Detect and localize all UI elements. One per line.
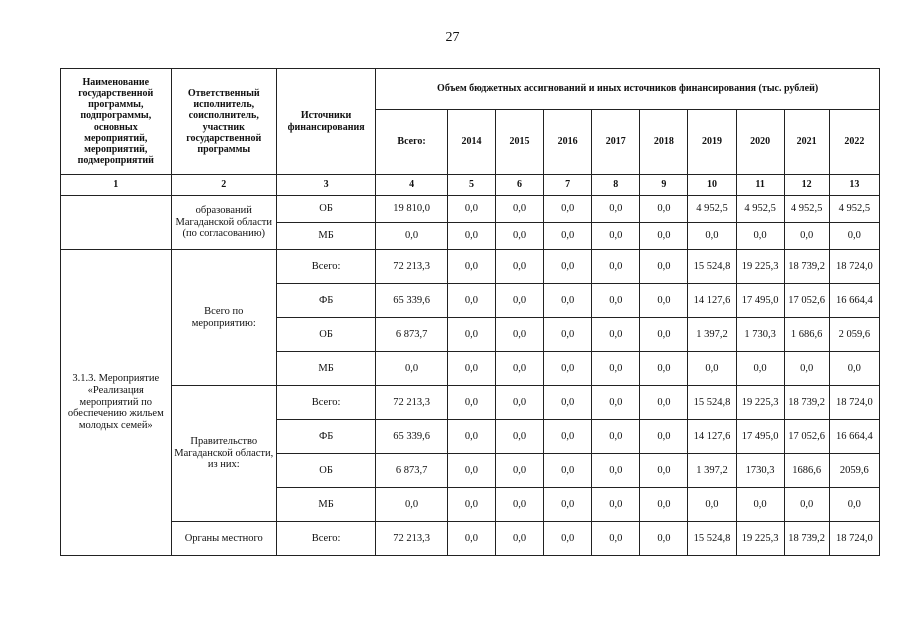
- value-cell: 0,0: [447, 386, 495, 420]
- value-cell: 19 225,3: [736, 250, 784, 284]
- budget-table: [60, 68, 880, 556]
- header-year: 2020: [736, 110, 784, 175]
- value-cell: 0,0: [447, 420, 495, 454]
- source-cell: Всего:: [276, 522, 375, 556]
- value-cell: 0,0: [640, 488, 688, 522]
- value-cell: 0,0: [447, 522, 495, 556]
- column-number: 12: [784, 175, 829, 196]
- value-cell: 0,0: [640, 386, 688, 420]
- value-cell: 18 724,0: [829, 522, 879, 556]
- value-cell: 15 524,8: [688, 522, 736, 556]
- value-cell: 0,0: [829, 352, 879, 386]
- value-cell: 0,0: [544, 223, 592, 250]
- header-year: 2015: [496, 110, 544, 175]
- header-volume: Объем бюджетных ассигнований и иных источников финансирования (тыс. рублей): [376, 69, 880, 110]
- value-cell: 18 739,2: [784, 386, 829, 420]
- value-cell: 0,0: [640, 284, 688, 318]
- value-cell: 0,0: [736, 488, 784, 522]
- value-cell: 0,0: [544, 284, 592, 318]
- column-number: 4: [376, 175, 448, 196]
- value-cell: 0,0: [376, 223, 448, 250]
- name-cell-empty: [61, 196, 172, 250]
- value-cell: 0,0: [640, 223, 688, 250]
- header-year: 2016: [544, 110, 592, 175]
- value-cell: 65 339,6: [376, 284, 448, 318]
- executor-cell: Всего по мероприятию:: [171, 250, 276, 386]
- executor-cell: Органы местного: [171, 522, 276, 556]
- value-cell: 16 664,4: [829, 284, 879, 318]
- value-cell: 17 495,0: [736, 420, 784, 454]
- value-cell: 0,0: [592, 454, 640, 488]
- value-cell: 72 213,3: [376, 250, 448, 284]
- column-number: 2: [171, 175, 276, 196]
- value-cell: 4 952,5: [688, 196, 736, 223]
- value-cell: 0,0: [544, 488, 592, 522]
- value-cell: 0,0: [688, 223, 736, 250]
- value-cell: 0,0: [688, 488, 736, 522]
- source-cell: Всего:: [276, 386, 375, 420]
- value-cell: 0,0: [447, 488, 495, 522]
- table-row: [61, 386, 880, 420]
- value-cell: 2 059,6: [829, 318, 879, 352]
- executor-cell: Правительство Магаданской области, из них:: [171, 386, 276, 522]
- value-cell: 0,0: [784, 352, 829, 386]
- value-cell: 0,0: [376, 488, 448, 522]
- header-sources: Источники финансирования: [276, 69, 375, 175]
- header-executor: Ответственный исполнитель, соисполнитель, участник государственной программы: [171, 69, 276, 175]
- value-cell: 18 739,2: [784, 522, 829, 556]
- header-year: 2018: [640, 110, 688, 175]
- value-cell: 0,0: [640, 250, 688, 284]
- header-year: 2021: [784, 110, 829, 175]
- source-cell: МБ: [276, 223, 375, 250]
- value-cell: 4 952,5: [829, 196, 879, 223]
- value-cell: 0,0: [592, 223, 640, 250]
- header-name: Наименование государственной программы, подпрограммы, основных мероприятий, мероприятий, подмероприятий: [61, 69, 172, 175]
- value-cell: 17 052,6: [784, 284, 829, 318]
- value-cell: 0,0: [544, 522, 592, 556]
- value-cell: 0,0: [736, 223, 784, 250]
- value-cell: 0,0: [376, 352, 448, 386]
- value-cell: 0,0: [640, 522, 688, 556]
- value-cell: 15 524,8: [688, 386, 736, 420]
- value-cell: 0,0: [640, 352, 688, 386]
- column-number: 6: [496, 175, 544, 196]
- measure-name-cell: 3.1.3. Мероприятие «Реализация мероприятий по обеспечению жильем молодых семей»: [61, 250, 172, 556]
- value-cell: 4 952,5: [784, 196, 829, 223]
- value-cell: 0,0: [829, 223, 879, 250]
- column-number: 9: [640, 175, 688, 196]
- value-cell: 18 739,2: [784, 250, 829, 284]
- column-number: 7: [544, 175, 592, 196]
- value-cell: 19 810,0: [376, 196, 448, 223]
- value-cell: 0,0: [592, 196, 640, 223]
- value-cell: 0,0: [544, 318, 592, 352]
- table-row: [61, 196, 880, 223]
- value-cell: 72 213,3: [376, 386, 448, 420]
- value-cell: 0,0: [496, 250, 544, 284]
- value-cell: 0,0: [447, 318, 495, 352]
- value-cell: 0,0: [544, 386, 592, 420]
- value-cell: 0,0: [592, 284, 640, 318]
- value-cell: 1 686,6: [784, 318, 829, 352]
- value-cell: 0,0: [688, 352, 736, 386]
- value-cell: 0,0: [640, 454, 688, 488]
- value-cell: 6 873,7: [376, 454, 448, 488]
- value-cell: 0,0: [544, 352, 592, 386]
- value-cell: 1730,3: [736, 454, 784, 488]
- header-total: Всего:: [376, 110, 448, 175]
- value-cell: 0,0: [496, 420, 544, 454]
- value-cell: 0,0: [496, 223, 544, 250]
- value-cell: 16 664,4: [829, 420, 879, 454]
- value-cell: 0,0: [496, 522, 544, 556]
- source-cell: Всего:: [276, 250, 375, 284]
- page-number: 27: [445, 30, 460, 45]
- value-cell: 0,0: [544, 454, 592, 488]
- value-cell: 4 952,5: [736, 196, 784, 223]
- source-cell: ФБ: [276, 420, 375, 454]
- value-cell: 0,0: [592, 386, 640, 420]
- executor-cell: образований Магаданской области (по согласованию): [171, 196, 276, 250]
- header-year: 2014: [447, 110, 495, 175]
- header-year: 2019: [688, 110, 736, 175]
- value-cell: 0,0: [829, 488, 879, 522]
- value-cell: 0,0: [447, 284, 495, 318]
- value-cell: 0,0: [640, 318, 688, 352]
- value-cell: 65 339,6: [376, 420, 448, 454]
- value-cell: 1 730,3: [736, 318, 784, 352]
- value-cell: 17 052,6: [784, 420, 829, 454]
- value-cell: 0,0: [447, 454, 495, 488]
- value-cell: 18 724,0: [829, 386, 879, 420]
- value-cell: 1686,6: [784, 454, 829, 488]
- column-number: 1: [61, 175, 172, 196]
- value-cell: 0,0: [736, 352, 784, 386]
- value-cell: 15 524,8: [688, 250, 736, 284]
- value-cell: 0,0: [544, 196, 592, 223]
- value-cell: 0,0: [447, 196, 495, 223]
- value-cell: 1 397,2: [688, 318, 736, 352]
- value-cell: 0,0: [544, 250, 592, 284]
- column-number: 5: [447, 175, 495, 196]
- value-cell: 0,0: [447, 250, 495, 284]
- column-number: 13: [829, 175, 879, 196]
- value-cell: 18 724,0: [829, 250, 879, 284]
- header-year: 2022: [829, 110, 879, 175]
- value-cell: 0,0: [496, 284, 544, 318]
- column-number: 8: [592, 175, 640, 196]
- value-cell: 17 495,0: [736, 284, 784, 318]
- value-cell: 19 225,3: [736, 386, 784, 420]
- value-cell: 0,0: [592, 352, 640, 386]
- value-cell: 0,0: [447, 352, 495, 386]
- value-cell: 0,0: [640, 196, 688, 223]
- value-cell: 0,0: [592, 522, 640, 556]
- value-cell: 0,0: [496, 196, 544, 223]
- value-cell: 0,0: [592, 250, 640, 284]
- value-cell: 0,0: [496, 454, 544, 488]
- value-cell: 0,0: [496, 488, 544, 522]
- value-cell: 0,0: [592, 318, 640, 352]
- column-number: 11: [736, 175, 784, 196]
- value-cell: 6 873,7: [376, 318, 448, 352]
- value-cell: 72 213,3: [376, 522, 448, 556]
- source-cell: ОБ: [276, 454, 375, 488]
- column-number: 3: [276, 175, 375, 196]
- value-cell: 0,0: [784, 488, 829, 522]
- value-cell: 0,0: [496, 386, 544, 420]
- value-cell: 0,0: [496, 318, 544, 352]
- value-cell: 14 127,6: [688, 420, 736, 454]
- source-cell: ОБ: [276, 318, 375, 352]
- value-cell: 14 127,6: [688, 284, 736, 318]
- value-cell: 0,0: [640, 420, 688, 454]
- value-cell: 0,0: [592, 420, 640, 454]
- table-row: [61, 522, 880, 556]
- value-cell: 0,0: [496, 352, 544, 386]
- table-row: [61, 250, 880, 284]
- value-cell: 0,0: [592, 488, 640, 522]
- source-cell: ФБ: [276, 284, 375, 318]
- header-year: 2017: [592, 110, 640, 175]
- value-cell: 0,0: [447, 223, 495, 250]
- column-number: 10: [688, 175, 736, 196]
- source-cell: ОБ: [276, 196, 375, 223]
- source-cell: МБ: [276, 352, 375, 386]
- value-cell: 19 225,3: [736, 522, 784, 556]
- source-cell: МБ: [276, 488, 375, 522]
- value-cell: 1 397,2: [688, 454, 736, 488]
- value-cell: 2059,6: [829, 454, 879, 488]
- value-cell: 0,0: [544, 420, 592, 454]
- value-cell: 0,0: [784, 223, 829, 250]
